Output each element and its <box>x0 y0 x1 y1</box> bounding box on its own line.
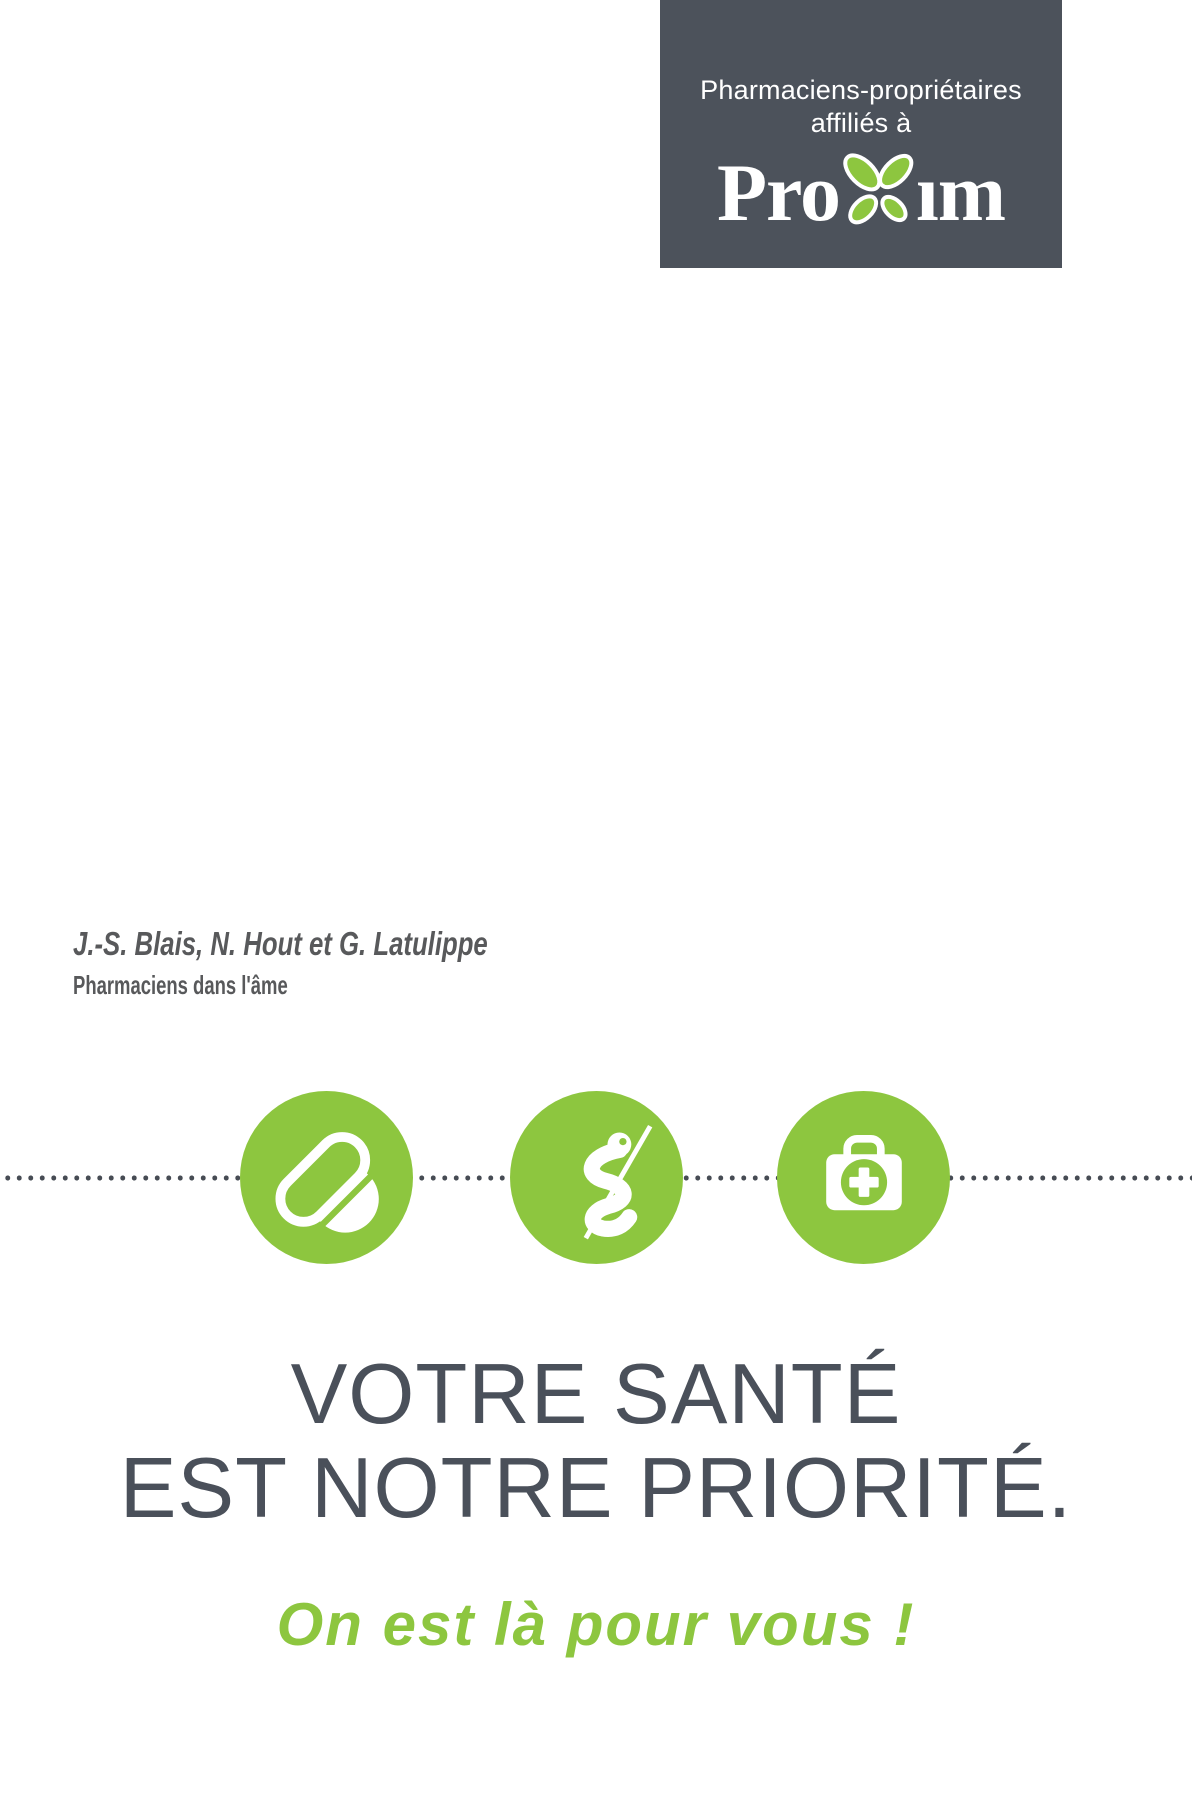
brand-affiliation-line2: affiliés à <box>810 108 912 138</box>
icon-circle-first-aid <box>777 1091 950 1264</box>
first-aid-kit-icon <box>794 1108 934 1248</box>
pill-capsule-icon <box>257 1108 397 1248</box>
proxim-logo <box>660 146 1062 240</box>
headline-line1: VOTRE SANTÉ <box>290 1347 902 1442</box>
brand-box <box>660 0 1062 268</box>
brand-affiliation-line1: Pharmaciens-propriétaires <box>700 75 1022 105</box>
proxim-logo-text-left: Pro <box>716 147 840 238</box>
icon-circle-pill <box>240 1091 413 1264</box>
rod-of-asclepius-icon <box>527 1108 667 1248</box>
owner-tagline: Pharmaciens dans l'âme <box>73 970 288 1000</box>
headline <box>0 1348 1192 1536</box>
owner-names: J.-S. Blais, N. Hout et G. Latulippe <box>73 925 488 962</box>
proxim-logo-text-right: ım <box>915 147 1006 238</box>
proxim-petal-x-icon <box>835 146 923 234</box>
headline-line2: EST NOTRE PRIORITÉ. <box>119 1441 1073 1536</box>
slogan: On est là pour vous ! <box>276 1591 916 1658</box>
icon-circle-asclepius <box>510 1091 683 1264</box>
owners-block <box>73 925 605 1000</box>
